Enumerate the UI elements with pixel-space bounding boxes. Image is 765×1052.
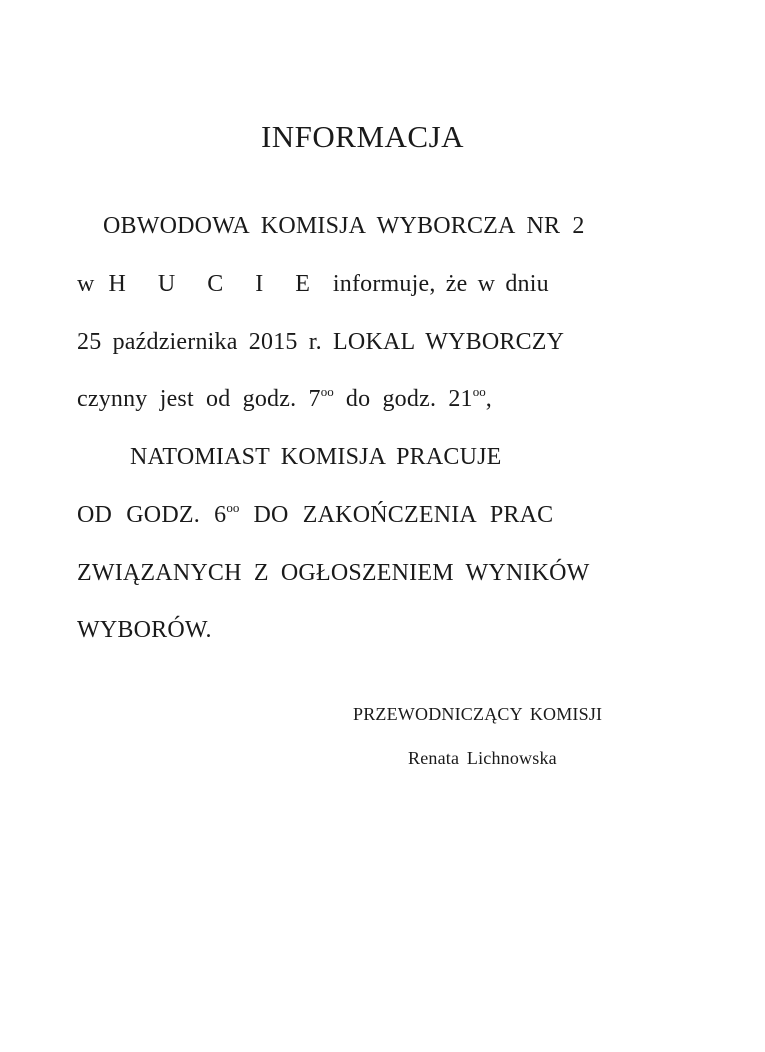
committee-name-line: OBWODOWA KOMISJA WYBORCZA NR 2: [103, 213, 585, 239]
hours-close-minutes: oo: [472, 384, 486, 399]
commission-works-line: NATOMIAST KOMISJA PRACUJE: [130, 444, 502, 470]
hours-close-text: do godz. 21: [333, 386, 473, 412]
document-title: INFORMACJA: [260, 119, 465, 154]
hours-open-text: czynny jest od godz. 7: [77, 386, 321, 412]
location-suffix: informuje, że w dniu: [332, 271, 549, 297]
signature-role: PRZEWODNICZĄCY KOMISJI: [353, 704, 603, 724]
elections-line: WYBORÓW.: [77, 617, 212, 643]
location-prefix: w: [77, 271, 95, 297]
results-line: ZWIĄZANYCH Z OGŁOSZENIEM WYNIKÓW: [77, 560, 590, 586]
location-line: [77, 272, 549, 296]
location-place: H U C I E: [108, 271, 321, 297]
hours-open-minutes: oo: [320, 384, 334, 399]
commission-start-text: OD GODZ. 6: [77, 502, 227, 528]
signature-name: Renata Lichnowska: [408, 748, 557, 768]
commission-hours-line: [77, 500, 554, 528]
commission-end-text: DO ZAKOŃCZENIA PRAC: [239, 502, 554, 528]
hours-comma: ,: [485, 386, 492, 412]
commission-start-minutes: oo: [226, 500, 240, 515]
hours-line: [77, 384, 492, 412]
date-line: 25 października 2015 r. LOKAL WYBORCZY: [77, 329, 565, 355]
